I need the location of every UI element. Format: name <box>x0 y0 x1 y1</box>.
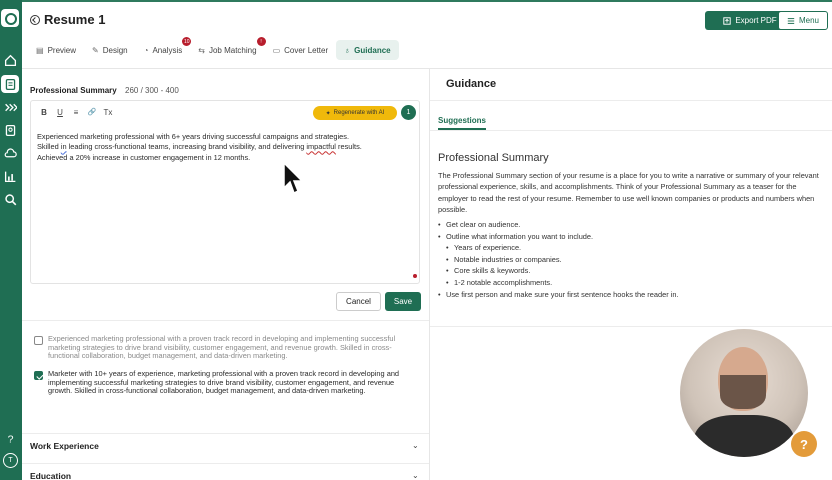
regenerate-label: Regenerate with AI <box>333 110 385 116</box>
tab-job-matching[interactable] <box>190 40 264 60</box>
arrows-icon: ⇆ <box>198 45 205 55</box>
grammar-flag: in <box>60 142 67 152</box>
lightbulb-icon: ♁ <box>344 45 351 55</box>
guidance-heading: Professional Summary <box>438 152 549 164</box>
menu-button[interactable] <box>778 11 828 30</box>
summary-editor[interactable] <box>30 100 420 284</box>
option-text: Experienced marketing professional with a proven track record in developing and implementing successful marketing strategies to drive brand visibility, customer engagement, and revenue growth. Skilled in cross-functional collaboration, budget management, and data-driven marketing. <box>48 334 396 361</box>
help-button[interactable]: ? <box>791 431 817 457</box>
tab-suggestions[interactable]: Suggestions <box>438 116 487 125</box>
active-tab-indicator <box>438 128 486 130</box>
section-education[interactable] <box>22 463 429 480</box>
tab-label: Preview <box>47 45 77 55</box>
regen-count-badge: 1 <box>401 105 416 120</box>
tab-preview[interactable] <box>28 40 84 60</box>
contacts-icon[interactable] <box>2 122 18 138</box>
guidance-paragraph: The Professional Summary section of your resume is a place for you to write a narrative or summary of your relevant professional experience, skills, and accomplishments. Think of your Professional Summary as a teaser for the employer to read the rest of your resume. Remember to use well known companies or products and numbers when possible. <box>438 171 819 215</box>
divider <box>22 320 429 321</box>
avatar[interactable]: T <box>3 453 18 468</box>
tab-label: Guidance <box>354 45 391 55</box>
underline-button[interactable]: U <box>57 108 63 117</box>
save-button[interactable]: Save <box>385 292 421 311</box>
file-icon: ▤ <box>36 45 44 55</box>
guidance-title: Guidance <box>446 78 497 90</box>
sidebar <box>0 0 22 480</box>
section-title: Education <box>30 471 72 480</box>
tab-label: Job Matching <box>208 45 257 55</box>
tab-design[interactable] <box>84 40 136 60</box>
menu-label: Menu <box>798 16 819 25</box>
hamburger-icon <box>787 17 795 25</box>
list-item: • Use first person and make sure your first sentence hooks the reader in. <box>438 289 824 301</box>
tab-guidance[interactable] <box>336 40 398 60</box>
divider <box>430 130 832 131</box>
tab-cover-letter[interactable] <box>265 40 337 60</box>
cloud-icon[interactable] <box>2 145 18 161</box>
webcam-overlay <box>680 329 808 457</box>
text-line: Experienced marketing professional with 6+ years driving successful campaigns and strategies. <box>37 132 350 141</box>
export-icon <box>723 17 731 25</box>
summary-text[interactable] <box>37 132 413 163</box>
list-item: • Notable industries or companies. <box>438 254 824 266</box>
forward-icon[interactable] <box>2 99 18 115</box>
tab-label: Analysis <box>152 45 183 55</box>
regenerate-ai-button[interactable] <box>313 106 397 120</box>
list-item: • Get clear on audience. <box>438 219 824 231</box>
tab-label: Cover Letter <box>284 45 329 55</box>
chart-icon[interactable] <box>2 168 18 184</box>
header <box>22 0 832 40</box>
document-icon: ▭ <box>272 45 281 55</box>
section-work-experience[interactable] <box>22 433 429 455</box>
sparkle-icon: ✦ <box>325 110 331 117</box>
link-button[interactable]: 🔗 <box>87 109 97 116</box>
list-item: • Outline what information you want to include. <box>438 231 824 243</box>
export-label: Export PDF <box>735 16 777 25</box>
job-matching-badge: ! <box>257 37 266 46</box>
text-span: results. <box>335 142 362 152</box>
analysis-badge: 10 <box>183 38 190 45</box>
tab-analysis[interactable] <box>136 40 191 60</box>
guidance-list <box>438 219 824 300</box>
list-item: • 1-2 notable accomplishments. <box>438 277 824 289</box>
status-dot <box>413 274 417 278</box>
list-button[interactable]: ≡ <box>73 108 79 117</box>
clear-format-button[interactable]: Tx <box>103 108 113 117</box>
home-icon[interactable] <box>2 52 18 68</box>
app-logo[interactable] <box>1 9 19 27</box>
mouse-cursor-icon <box>283 162 303 196</box>
page-title: Resume 1 <box>44 12 106 27</box>
chart-pie-icon: ◔ <box>143 45 149 55</box>
search-icon[interactable] <box>2 191 18 207</box>
list-item: • Core skills & keywords. <box>438 265 824 277</box>
option-text: Marketer with 10+ years of experience, marketing professional with a proven track record in developing and implementing successful marketing strategies to drive brand visibility, customer engagement, and revenue growth. Skilled in cross-functional collaboration, budget management, and data-driven marketing. <box>48 369 400 396</box>
svg-text:?: ? <box>7 433 13 445</box>
person-body <box>694 415 794 457</box>
editor-toolbar <box>39 108 113 117</box>
section-title: Work Experience <box>30 441 99 451</box>
section-label: Professional Summary <box>30 86 117 95</box>
tab-bar <box>22 40 832 62</box>
resume-icon[interactable] <box>1 75 19 93</box>
divider <box>430 100 832 101</box>
back-icon[interactable] <box>30 15 40 25</box>
chevron-down-icon: ⌄ <box>412 471 419 480</box>
chevron-down-icon: ⌄ <box>412 441 419 450</box>
char-count: 260 / 300 - 400 <box>125 86 179 95</box>
pen-icon: ✎ <box>92 45 99 55</box>
text-span: Skilled <box>37 142 61 152</box>
text-line: Achieved a 20% increase in customer engagement in 12 months. <box>37 152 251 162</box>
bold-button[interactable]: B <box>41 108 47 117</box>
option-checkbox[interactable] <box>34 371 43 380</box>
person-beard <box>720 375 766 409</box>
list-item: • Years of experience. <box>438 242 824 254</box>
text-span: leading cross-functional teams, increasing brand visibility, and delivering <box>66 142 307 152</box>
spelling-flag: impactful <box>306 142 336 152</box>
cancel-button[interactable]: Cancel <box>336 292 381 311</box>
divider <box>22 68 832 69</box>
divider <box>430 326 832 327</box>
option-checkbox[interactable] <box>34 336 43 345</box>
text-line <box>37 142 413 152</box>
help-icon[interactable] <box>2 430 18 446</box>
tab-label: Design <box>102 45 128 55</box>
